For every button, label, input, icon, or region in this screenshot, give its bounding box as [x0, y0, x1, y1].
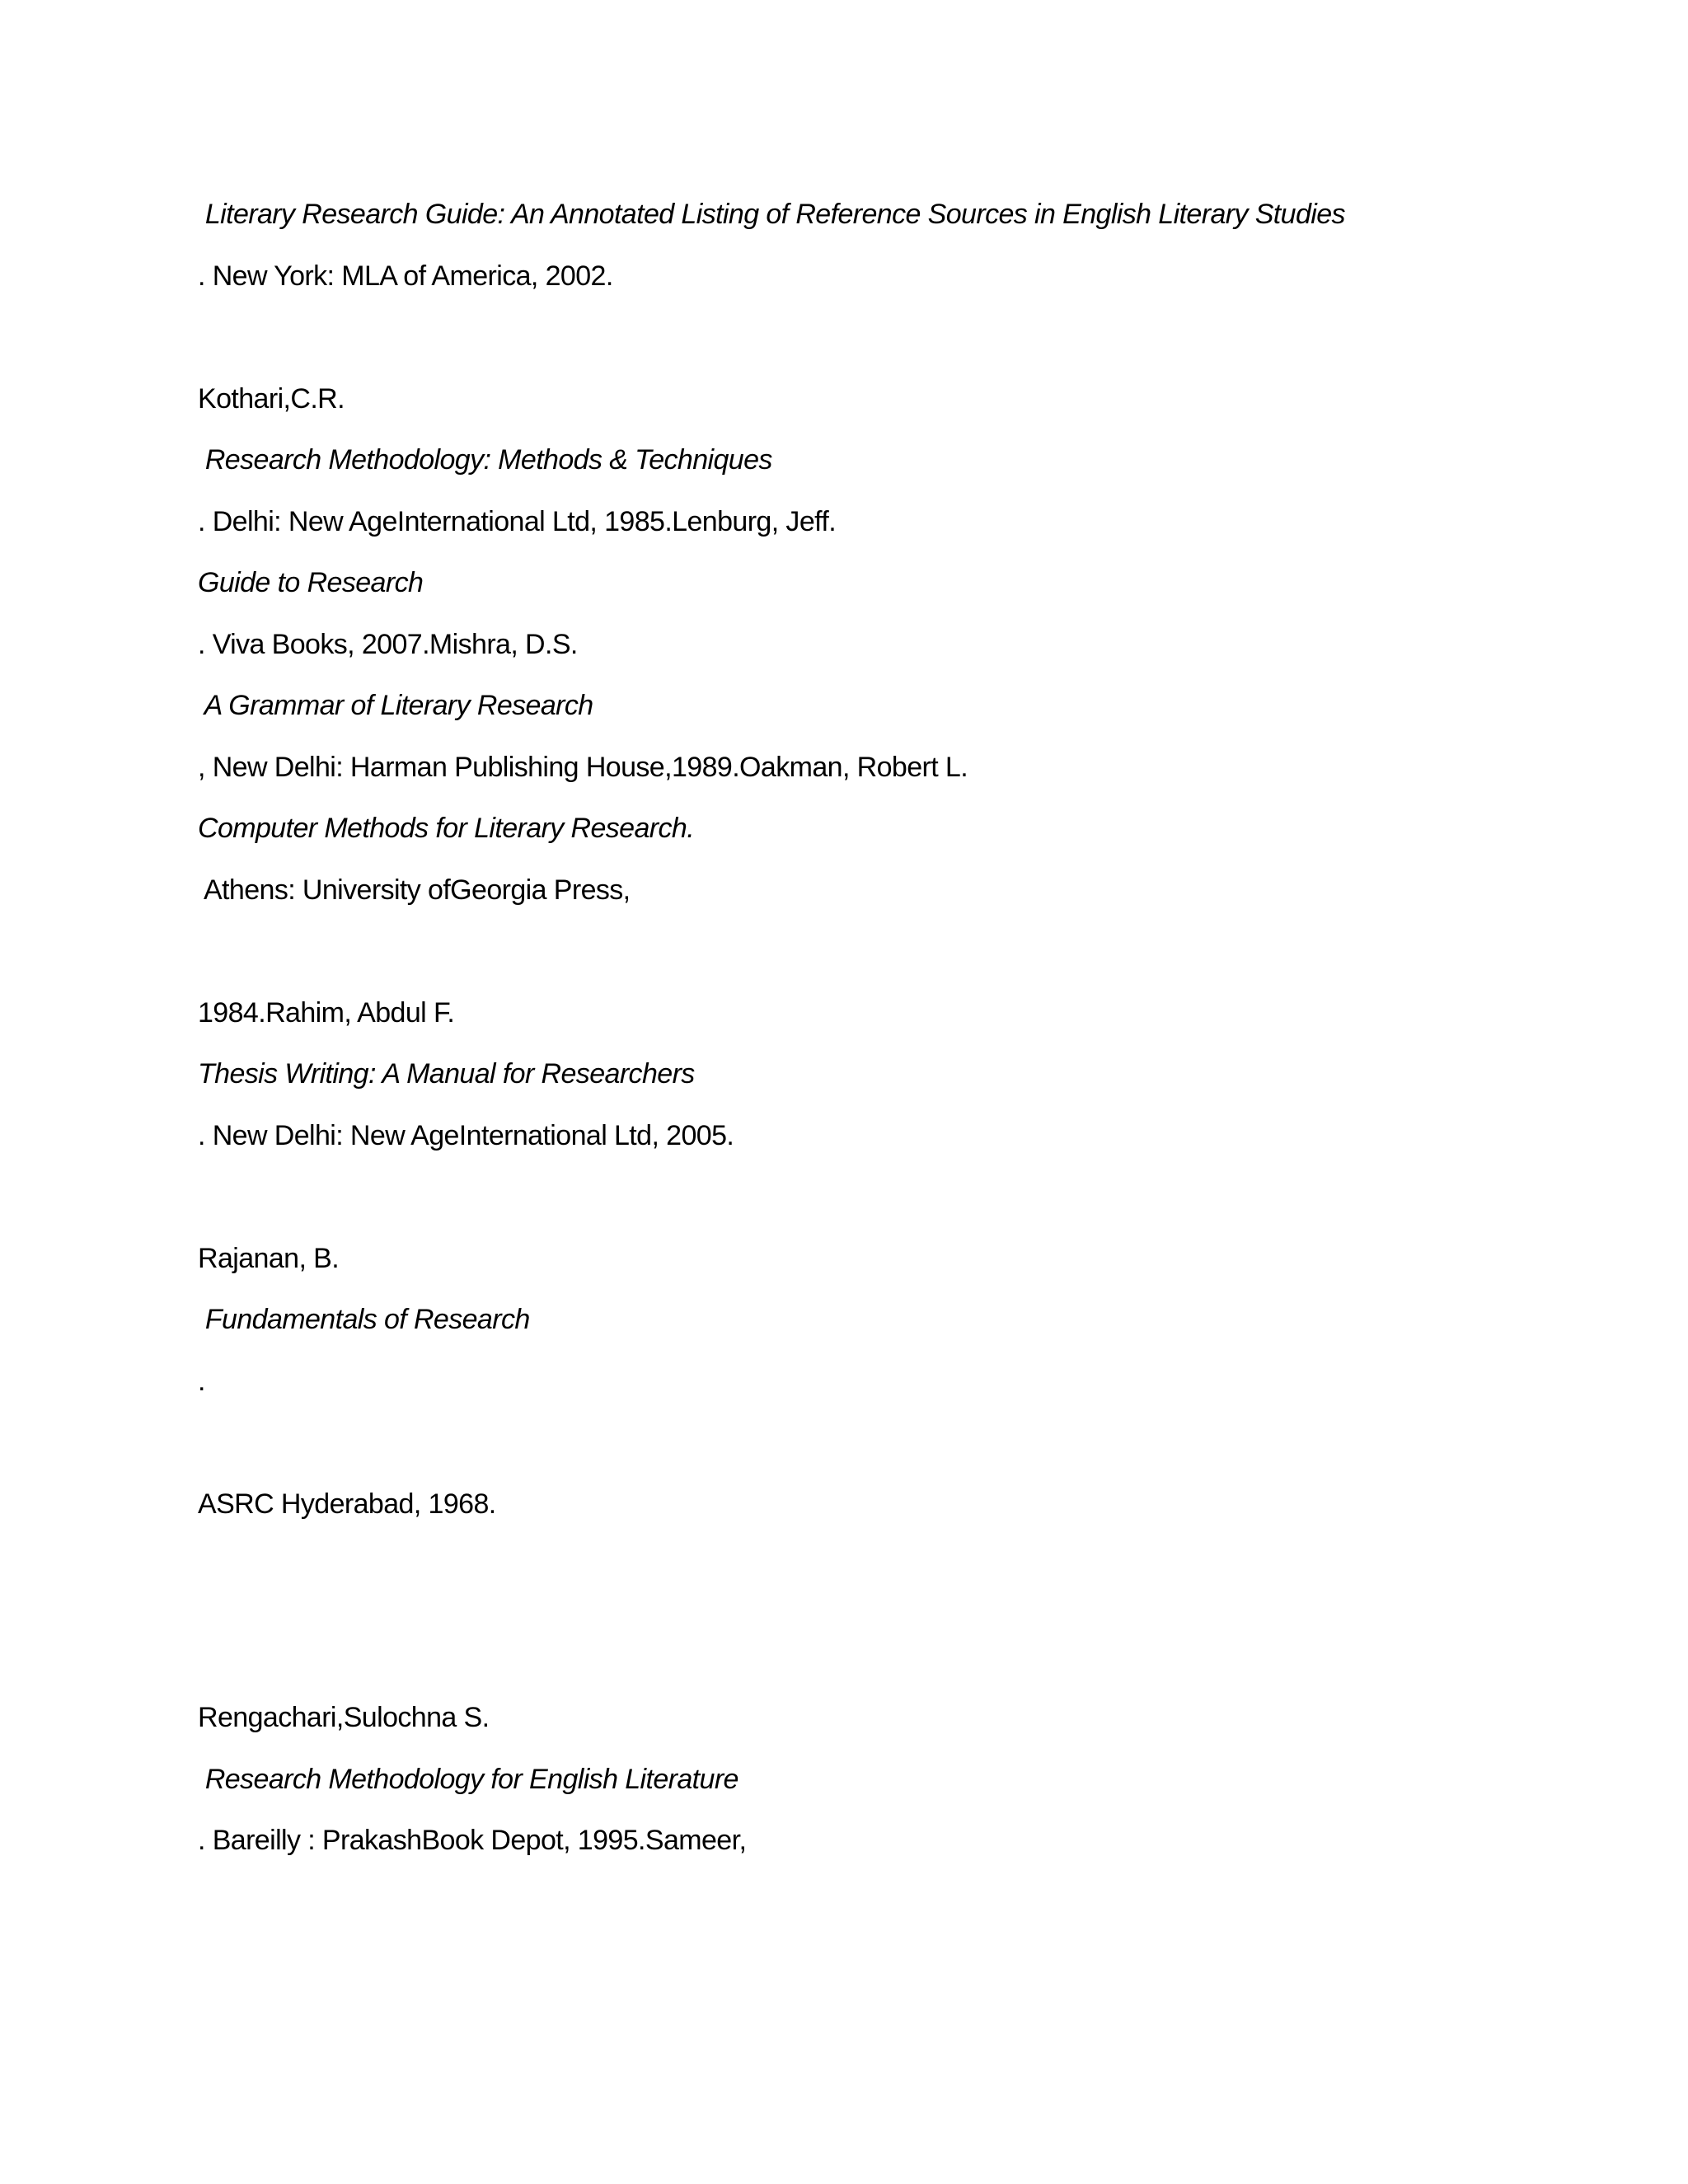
reference-publisher-line: . New Delhi: New AgeInternational Ltd, 2005.	[198, 1120, 734, 1151]
reference-author-line: Rengachari,Sulochna S.	[198, 1702, 490, 1733]
reference-title-line: Research Methodology for English Literature	[198, 1764, 738, 1795]
reference-author-line: 1984.Rahim, Abdul F.	[198, 997, 455, 1029]
reference-punctuation-line: .	[198, 1366, 205, 1397]
reference-publisher-line: . New York: MLA of America, 2002.	[198, 260, 613, 292]
reference-publisher-line: . Delhi: New AgeInternational Ltd, 1985.Lenburg, Jeff.	[198, 506, 837, 537]
reference-title-line: A Grammar of Literary Research	[198, 690, 593, 721]
reference-title-line: Computer Methods for Literary Research.	[198, 813, 695, 844]
reference-title-line: Fundamentals of Research	[198, 1304, 530, 1335]
reference-publisher-line: Athens: University ofGeorgia Press,	[198, 874, 631, 906]
reference-publisher-line: . Bareilly : PrakashBook Depot, 1995.Sameer,	[198, 1825, 747, 1856]
reference-publisher-line: . Viva Books, 2007.Mishra, D.S.	[198, 629, 578, 660]
reference-author-line: Rajanan, B.	[198, 1243, 340, 1274]
reference-title-line: Literary Research Guide: An Annotated Listing of Reference Sources in English Literary Studies	[198, 199, 1345, 230]
reference-title-line: Research Methodology: Methods & Techniques	[198, 444, 772, 476]
reference-title-line: Guide to Research	[198, 567, 424, 598]
reference-publisher-line: ASRC Hyderabad, 1968.	[198, 1488, 496, 1520]
reference-author-line: Kothari,C.R.	[198, 383, 345, 415]
reference-publisher-line: , New Delhi: Harman Publishing House,1989.Oakman, Robert L.	[198, 752, 968, 783]
reference-title-line: Thesis Writing: A Manual for Researchers	[198, 1058, 695, 1090]
